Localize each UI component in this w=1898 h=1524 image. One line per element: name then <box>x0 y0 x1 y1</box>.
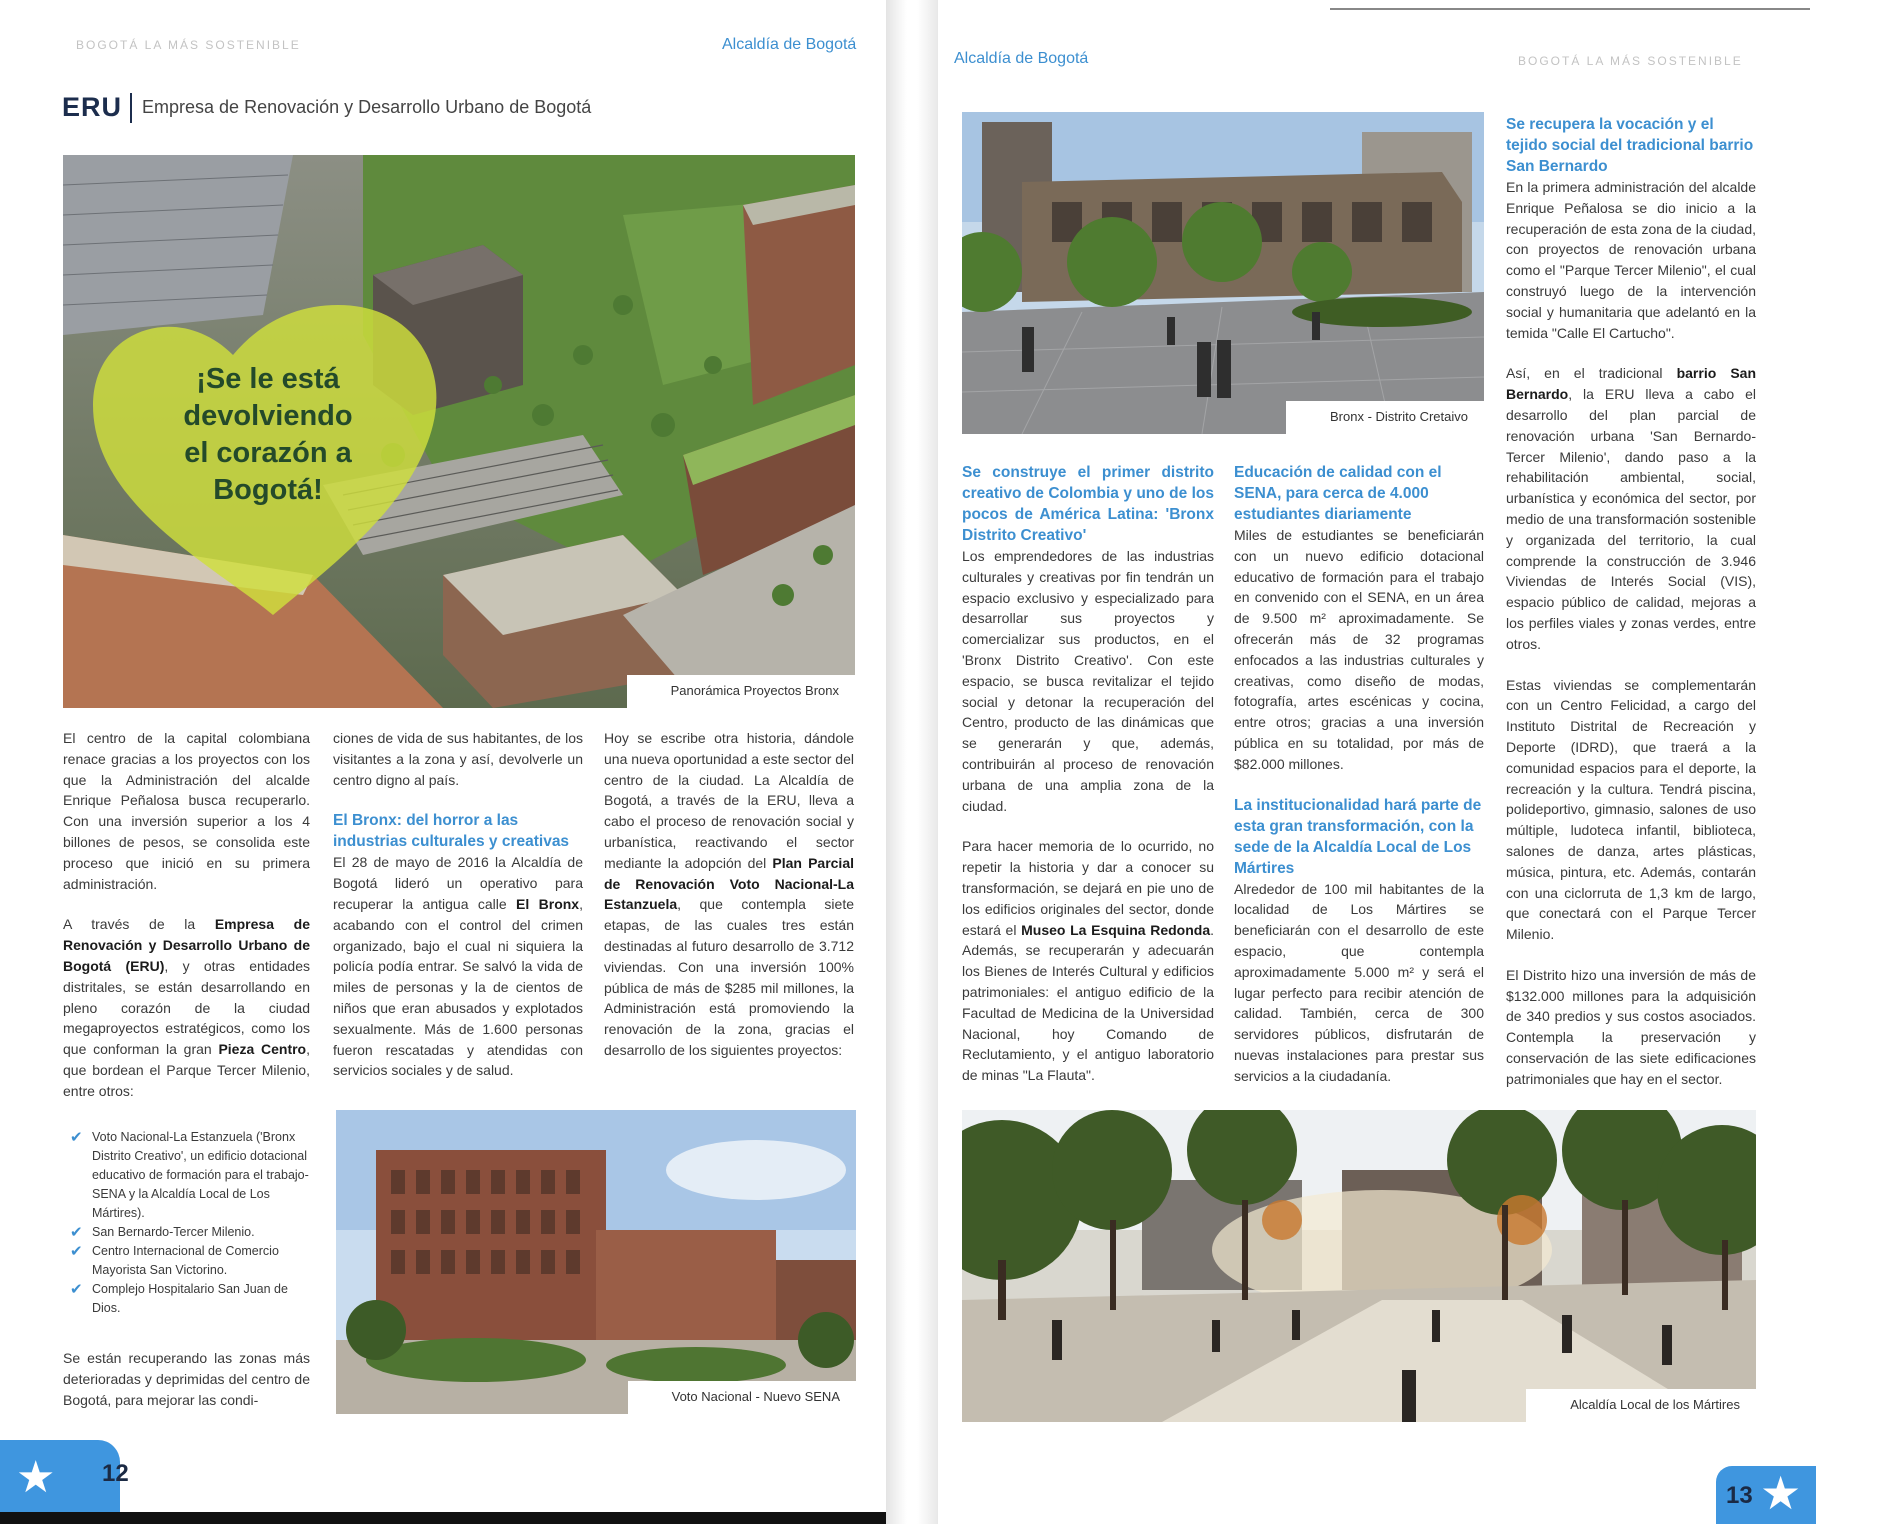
right-column-1 <box>962 462 1214 1086</box>
star-icon: ★ <box>1760 1467 1802 1519</box>
right-column-3 <box>1506 114 1756 1090</box>
bronx-heading: El Bronx: del horror a las industrias culturales y creativas <box>333 812 570 851</box>
page-number: 12 <box>102 1460 129 1487</box>
voto-nacional-caption: Voto Nacional - Nuevo SENA <box>628 1381 856 1414</box>
distrito-creativo-heading: Se construye el primer distrito creativo de Colombia y uno de los pocos de América Latina: 'Bronx Distrito Creativo' <box>962 464 1214 544</box>
scan-edge <box>0 1512 886 1524</box>
eru-full-name: Empresa de Renovación y Desarrollo Urbano de Bogotá <box>142 97 592 117</box>
centro-felicidad-paragraph: Estas viviendas se complementarán con un Centro Felicidad, a cargo del Instituto Distrital de Recreación y Deporte (IDRD), que traerá a la comunidad espacios para el deporte, la recreación y la cultura. Tendrá piscina, polideportivo, gimnasio, salones de uso múltiple, ludoteca infantil, biblioteca, salones de danza, artes plásticas, música, pintura, etc. Además, contarán con una ciclorruta de 1,3 km de largo, que conectará con el Parque Tercer Milenio. <box>1506 676 1756 943</box>
left-column-1 <box>63 728 310 1102</box>
aerial-render-illustration <box>63 155 855 708</box>
heart-line-2: devolviendo <box>183 400 353 432</box>
checklist-item: ✔ Centro Internacional de Comercio Mayorista San Victorino. <box>70 1243 279 1277</box>
bronx-plaza-illustration <box>962 112 1484 434</box>
running-head: BOGOTÁ LA MÁS SOSTENIBLE <box>1518 54 1743 68</box>
star-icon: ★ <box>16 1453 56 1502</box>
bronx-paragraph: El 28 de mayo de 2016 la Alcaldía de Bogotá lideró un operativo para recuperar la antigua calle El Bronx, acabando con el control del crimen organizado, bajo el cual ni siquiera la policía podía entrar. Se salvó la vida de miles de personas y la de cientos de niños que eran abusados y explotados sexualmente. Más de 1.600 personas fueron rescatadas y atendidas con servicios sociales y de salud. <box>333 854 583 1079</box>
left-column-1-tail: Se están recuperando las zonas más deterioradas y deprimidas del centro de Bogotá, para mejorar las condi- <box>63 1350 310 1408</box>
alcaldia-martires-photo <box>962 1110 1756 1422</box>
right-column-2 <box>1234 462 1484 1087</box>
hero-photo-caption: Panorámica Proyectos Bronx <box>627 675 855 708</box>
heart-line-4: Bogotá! <box>213 474 323 506</box>
plan-parcial-paragraph: Hoy se escribe otra historia, dándole una nueva oportunidad a este sector del centro de la ciudad. La Alcaldía de Bogotá, a través de la ERU, lleva a cabo el proceso de renovación social y urbanística, reactivando el sector mediante la adopción del Plan Parcial de Renovación Voto Nacional-La Estanzuela, que contempla siete etapas, de las cuales tres están destinadas al futuro desarrollo de 3.712 viviendas. Con una inversión 100% pública de más de $285 mil millones, la Administración está promoviendo la renovación de la zona, gracias el desarrollo de los siguientes proyectos: <box>604 730 854 1058</box>
eru-brand <box>62 92 591 123</box>
continued-paragraph: ciones de vida de sus habitantes, de los visitantes a la zona y así, devolverle un centro digno al país. <box>333 730 583 788</box>
hero-aerial-photo <box>63 155 855 708</box>
checklist-item: ✔ Voto Nacional-La Estanzuela ('Bronx Distrito Creativo', un edificio dotacional educativo de formación para el trabajo-SENA y la Alcaldía Local de Los Mártires). <box>70 1129 309 1220</box>
running-head: BOGOTÁ LA MÁS SOSTENIBLE <box>76 38 301 52</box>
alcaldia-local-paragraph: Alrededor de 100 mil habitantes de la localidad de Los Mártires se beneficiarán con el desarrollo de este espacio, que contempla aproximadamente 5.000 m² y será el lugar perfecto para recibir atención de calidad. También, cerca de 300 servidores públicos, disfrutarán de nuevas instalaciones para prestar sus servicios a la ciudadanía. <box>1234 880 1484 1084</box>
bronx-distrito-photo <box>962 112 1484 434</box>
eru-logo-text: ERU <box>62 92 123 122</box>
page-number-tab <box>1716 1466 1816 1524</box>
left-column-2 <box>333 728 583 1081</box>
heart-line-3: el corazón a <box>184 437 352 469</box>
checkmark-icon: ✔ <box>70 1129 83 1146</box>
sena-building-illustration <box>336 1110 856 1414</box>
martires-caption: Alcaldía Local de los Mártires <box>1526 1389 1756 1422</box>
san-bernardo-plan-paragraph: Así, en el tradicional barrio San Bernardo, la ERU lleva a cabo el desarrollo del plan parcial de renovación urbana 'San Bernardo-Tercer Milenio', dando paso a la rehabilitación ambiental, social, urbanística y económica del sector, por medio de una transformación sostenible y organizada del territorio, la cual comprende la construcción de 3.946 Viviendas de Interés Social (VIS), espacio público de calidad, mejoras a los perfiles viales y zonas verdes, entre otros. <box>1506 365 1756 652</box>
page-number-tab <box>0 1440 129 1512</box>
intro-paragraph: El centro de la capital colombiana renace gracias a los proyectos con los que la Administración del alcalde Enrique Peñalosa busca recuperarlo. Con una inversión superior a los 4 billones de pesos, se consolida este proceso que inició en su primera administración. <box>63 730 310 892</box>
page-number: 13 <box>1726 1482 1753 1509</box>
san-bernardo-history-paragraph: En la primera administración del alcalde Enrique Peñalosa se dio inicio a la recuperación de esta zona de la ciudad, con proyectos de renovación urbana como el "Parque Tercer Milenio", el cual construyó luego de la intervención social y humanitaria que adelantó en la temida "Calle El Cartucho". <box>1506 179 1756 341</box>
museo-paragraph: Para hacer memoria de lo ocurrido, no repetir la historia y dar a conocer su transformación, se dejará en pie uno de los edificios originales del sector, donde estará el Museo La Esquina Redonda. Además, se recuperarán y adecuarán los Bienes de Interés Cultural y edificios patrimoniales: el antiguo edificio de la Facultad de Medicina de la Universidad Nacional, hoy Comando de Reclutamiento, y el antiguo laboratorio de minas "La Flauta". <box>962 838 1214 1084</box>
sena-heading: Educación de calidad con el SENA, para cerca de 4.000 estudiantes diariamente <box>1234 464 1442 523</box>
heart-line-1: ¡Se le está <box>196 363 340 395</box>
sena-paragraph: Miles de estudiantes se beneficiarán con un nuevo edificio dotacional educativo de formación para el trabajo en convenido con el SENA, en un área de 9.500 m² aproximadamente. Se ofrecerán más de 32 programas enfocados a las industrias culturales y creativas, como diseño de modas, fotografía, artes escénicas y cocina, entre otros; gracias a una inversión pública en su totalidad, por más de $82.000 millones. <box>1234 527 1484 772</box>
eru-paragraph: A través de la Empresa de Renovación y Desarrollo Urbano de Bogotá (ERU), y otras entidades distritales, se están desarrollando en pleno corazón de la ciudad megaproyectos estratégicos, como los que conforman la gran Pieza Centro, que bordean el Parque Tercer Milenio, entre otros: <box>63 916 310 1099</box>
publisher-label: Alcaldía de Bogotá <box>954 50 1089 67</box>
left-page <box>0 0 886 1524</box>
checklist-item: ✔ San Bernardo-Tercer Milenio. <box>70 1224 255 1241</box>
inversion-paragraph: El Distrito hizo una inversión de más de $132.000 millones para la adquisición de 340 predios y sus costos asociados. Contempla la preservación y conservación de las siete edificaciones patrimoniales que hay en el sector. <box>1506 966 1756 1087</box>
distrito-creativo-paragraph: Los emprendedores de las industrias culturales y creativas por fin tendrán un espacio exclusivo y especializado para desarrollar sus proyectos y comercializar sus productos, en el 'Bronx Distrito Creativo'. Con este espacio, se busca revitalizar el tejido social y detonar la recuperación del Centro, producto de las dinámicas que se generarán y que, además, contribuirán al proceso de renovación urbana de una amplia zona de la ciudad. <box>962 548 1214 814</box>
bronx-distrito-caption: Bronx - Distrito Cretaivo <box>1286 401 1484 434</box>
checkmark-icon: ✔ <box>70 1224 83 1241</box>
left-column-3 <box>604 728 854 1061</box>
brand-divider <box>130 93 132 123</box>
right-page <box>938 0 1898 1524</box>
san-bernardo-heading: Se recupera la vocación y el tejido social del tradicional barrio San Bernardo <box>1506 116 1754 175</box>
projects-checklist <box>70 1128 310 1318</box>
publisher-label: Alcaldía de Bogotá <box>722 36 857 53</box>
voto-nacional-photo <box>336 1110 856 1414</box>
checklist-item: ✔ Complejo Hospitalario San Juan de Dios. <box>70 1281 288 1315</box>
page-gutter <box>886 0 938 1524</box>
martires-plaza-illustration <box>962 1110 1756 1422</box>
checkmark-icon: ✔ <box>70 1243 83 1260</box>
checkmark-icon: ✔ <box>70 1281 83 1298</box>
alcaldia-local-heading: La institucionalidad hará parte de esta gran transformación, con la sede de la Alcaldía Local de Los Mártires <box>1234 796 1482 877</box>
